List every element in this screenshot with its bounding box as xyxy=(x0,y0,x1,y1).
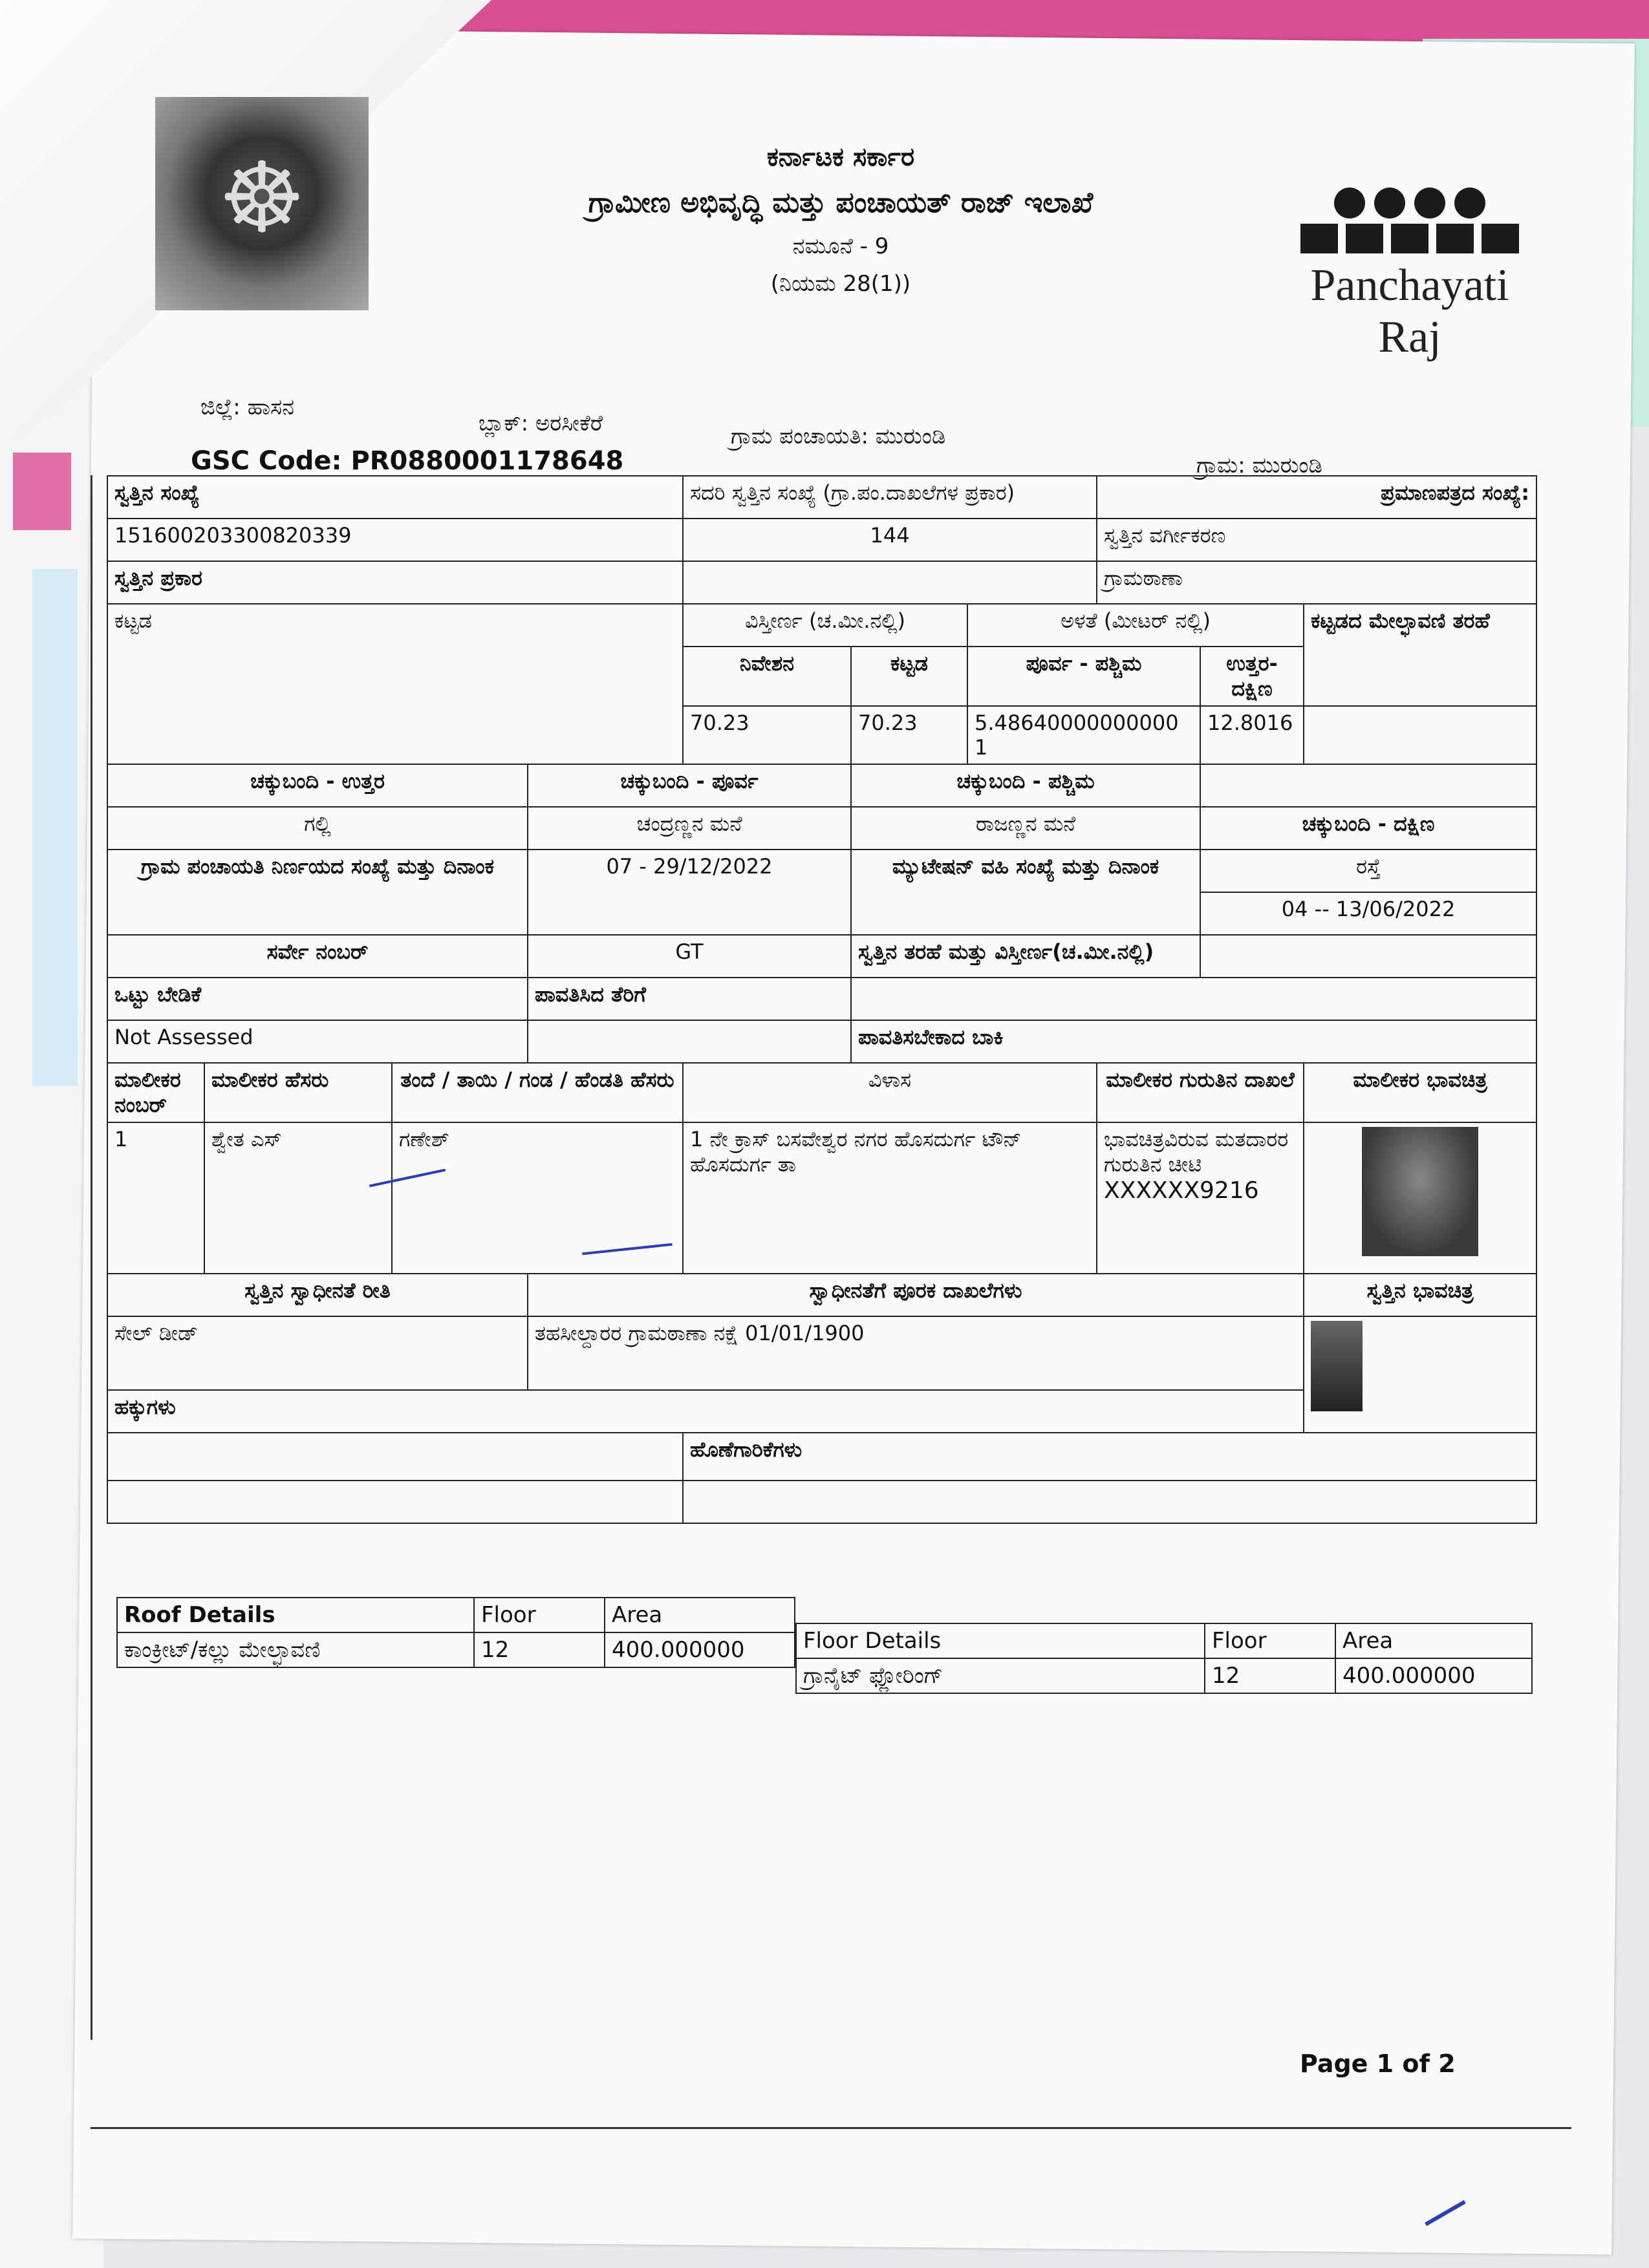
owner-address: 1 ನೇ ಕ್ರಾಸ್ ಬಸವೇಶ್ವರ ನಗರ ಹೊಸದುರ್ಗ ಟೌನ್ ಹೊಸದುರ್ಗ ತಾ xyxy=(683,1122,1097,1274)
owner-id-label: ಮಾಲೀಕರ ಗುರುತಿನ ದಾಖಲೆ xyxy=(1097,1063,1304,1122)
site-area: 70.23 xyxy=(683,706,851,764)
bound-south: ರಸ್ತೆ xyxy=(1200,850,1536,892)
bound-north: ಗಲ್ಲಿ xyxy=(107,807,528,850)
property-photo xyxy=(1311,1321,1363,1411)
property-photo-cell xyxy=(1304,1316,1536,1433)
roof-details-title: Roof Details xyxy=(117,1598,474,1632)
block: ಬ್ಲಾಕ್: ಅರಸೀಕೆರೆ xyxy=(479,411,603,436)
floor-details-table xyxy=(795,1623,1533,1694)
owner-id-document xyxy=(1097,1122,1304,1274)
paid-tax-label: ಪಾವತಿಸಿದ ತೆರಿಗೆ xyxy=(528,978,851,1020)
bound-west-label: ಚಕ್ಕುಬಂದಿ - ಪಶ್ಚಿಮ xyxy=(851,764,1200,807)
building-area-label: ಕಟ್ಟಡ xyxy=(851,647,967,706)
building-area: 70.23 xyxy=(851,706,967,764)
address-label: ವಿಳಾಸ xyxy=(683,1063,1097,1122)
site-area-label: ನಿವೇಶನ xyxy=(683,647,851,706)
relation-label: ತಂದೆ / ತಾಯಿ / ಗಂಡ / ಹೆಂಡತಿ ಹೆಸರು xyxy=(392,1063,683,1122)
survey-number: GT xyxy=(528,935,851,978)
mutation-entry: 04 -- 13/06/2022 xyxy=(1200,892,1536,935)
owner-id-type: ಭಾವಚಿತ್ರವಿರುವ ಮತದಾರರ ಗುರುತಿನ ಚೀಟಿ xyxy=(1104,1127,1289,1177)
gram-panchayat: ಗ್ರಾಮ ಪಂಚಾಯತಿ: ಮುರುಂಡಿ xyxy=(731,423,946,449)
supporting-docs: ತಹಸೀಲ್ದಾರರ ಗ್ರಾಮಠಾಣಾ ನಕ್ಷೆ 01/01/1900 xyxy=(528,1316,1304,1390)
roof-type: ಕಾಂಕ್ರೀಟ್/ಕಲ್ಲು ಮೇಲ್ಛಾವಣಿ xyxy=(117,1632,474,1667)
floor-details-title: Floor Details xyxy=(796,1623,1205,1658)
scan-blue-edge xyxy=(32,569,78,1086)
north-south: 12.8016 xyxy=(1200,706,1304,764)
bound-east: ಚಂದ್ರಣ್ಣನ ಮನೆ xyxy=(528,807,851,850)
property-no-label: ಸ್ವತ್ತಿನ ಸಂಖ್ಯೆ xyxy=(107,476,683,519)
total-demand: Not Assessed xyxy=(107,1020,528,1063)
owner-name-label: ಮಾಲೀಕರ ಹೆಸರು xyxy=(204,1063,392,1122)
floor-area-label: Area xyxy=(1335,1623,1532,1658)
floor-number: 12 xyxy=(1205,1658,1335,1693)
form-number: ನಮೂನೆ - 9 xyxy=(792,233,889,259)
owner-id-number: XXXXXX9216 xyxy=(1104,1177,1259,1204)
survey-label: ಸರ್ವೇ ನಂಬರ್ xyxy=(107,935,528,978)
panchayati-raj-logo xyxy=(1280,187,1539,363)
document-header xyxy=(388,142,1293,308)
liabilities-label: ಹೊಣೆಗಾರಿಕೆಗಳು xyxy=(683,1433,1536,1481)
floor-floor-label: Floor xyxy=(1205,1623,1335,1658)
gp-record-no: 144 xyxy=(683,519,1097,561)
owner-name: ಶ್ವೇತ ಎಸ್ xyxy=(204,1122,392,1274)
bound-south-label: ಚಕ್ಕುಬಂದಿ - ದಕ್ಷಿಣ xyxy=(1200,807,1536,850)
gp-record-no-label: ಸದರಿ ಸ್ವತ್ತಿನ ಸಂಖ್ಯೆ (ಗ್ರಾ.ಪಂ.ದಾಖಲೆಗಳ ಪ್ರಕಾರ) xyxy=(683,476,1097,519)
classification: ಗ್ರಾಮಠಾಣಾ xyxy=(1097,561,1536,604)
gp-resolution-label: ಗ್ರಾಮ ಪಂಚಾಯತಿ ನಿರ್ಣಯದ ಸಂಖ್ಯೆ ಮತ್ತು ದಿನಾಂಕ xyxy=(107,850,528,935)
scan-pink-edge xyxy=(13,453,71,530)
balance-label: ಪಾವತಿಸಬೇಕಾದ ಬಾಕಿ xyxy=(851,1020,1536,1063)
owner-no-label: ಮಾಲೀಕರ ನಂಬರ್ xyxy=(107,1063,204,1122)
roof-area-label: Area xyxy=(605,1598,795,1632)
page-number: Page 1 of 2 xyxy=(1300,2049,1456,2078)
owner-photo-label: ಮಾಲೀಕರ ಭಾವಚಿತ್ರ xyxy=(1304,1063,1536,1122)
form-bottom-border xyxy=(91,2127,1571,2129)
dimension-label: ಅಳತೆ (ಮೀಟರ್ ನಲ್ಲಿ) xyxy=(967,604,1304,647)
east-west: 5.48640000000000 1 xyxy=(967,706,1200,764)
rights-label: ಹಕ್ಕುಗಳು xyxy=(107,1390,1304,1433)
floor-area: 400.000000 xyxy=(1335,1658,1532,1693)
property-type: ಕಟ್ಟಡ xyxy=(107,604,683,764)
east-west-label: ಪೂರ್ವ - ಪಶ್ಚಿಮ xyxy=(967,647,1200,706)
gp-resolution: 07 - 29/12/2022 xyxy=(528,850,851,935)
district: ಜಿಲ್ಲೆ: ಹಾಸನ xyxy=(200,394,295,420)
property-type-label: ಸ್ವತ್ತಿನ ಪ್ರಕಾರ xyxy=(107,561,683,604)
acquisition-label: ಸ್ವತ್ತಿನ ಸ್ವಾಧೀನತೆ ರೀತಿ xyxy=(107,1274,528,1316)
panchayati-raj-bars-icon xyxy=(1280,224,1539,253)
supporting-docs-label: ಸ್ವಾಧೀನತೆಗೆ ಪೂರಕ ದಾಖಲೆಗಳು xyxy=(528,1274,1304,1316)
mutation-label: ಮ್ಯುಟೇಷನ್ ವಹಿ ಸಂಖ್ಯೆ ಮತ್ತು ದಿನಾಂಕ xyxy=(851,850,1200,935)
owner-photo-cell xyxy=(1304,1122,1536,1274)
total-demand-label: ಒಟ್ಟು ಬೇಡಿಕೆ xyxy=(107,978,528,1020)
roof-floor: 12 xyxy=(474,1632,605,1667)
bound-north-label: ಚಕ್ಕುಬಂದಿ - ಉತ್ತರ xyxy=(107,764,528,807)
relation-name: ಗಣೇಶ್ xyxy=(392,1122,683,1274)
property-photo-label: ಸ್ವತ್ತಿನ ಭಾವಚಿತ್ರ xyxy=(1304,1274,1536,1316)
classification-label: ಸ್ವತ್ತಿನ ವರ್ಗೀಕರಣ xyxy=(1097,519,1536,561)
certificate-no-label: ಪ್ರಮಾಣಪತ್ರದ ಸಂಖ್ಯೆ: xyxy=(1097,476,1536,519)
area-label: ವಿಸ್ತೀರ್ಣ (ಚ.ಮೀ.ನಲ್ಲಿ) xyxy=(683,604,967,647)
owner-photo xyxy=(1362,1127,1478,1256)
form-left-border xyxy=(91,475,92,2040)
roof-area: 400.000000 xyxy=(605,1632,795,1667)
karnataka-emblem-icon: ☸ xyxy=(155,97,369,310)
roof-type-label: ಕಟ್ಟಡದ ಮೇಲ್ಛಾವಣಿ ತರಹೆ xyxy=(1304,604,1536,706)
property-details-table xyxy=(107,475,1537,1524)
department-title: ಗ್ರಾಮೀಣ ಅಭಿವೃದ್ಧಿ ಮತ್ತು ಪಂಚಾಯತ್ ರಾಜ್ ಇಲಾಖೆ xyxy=(588,186,1094,219)
acquisition-type: ಸೇಲ್ ಡೀಡ್ xyxy=(107,1316,528,1390)
govt-title: ಕರ್ನಾಟಕ ಸರ್ಕಾರ xyxy=(766,142,915,172)
rule-number: (ನಿಯಮ 28(1)) xyxy=(770,271,911,297)
bound-east-label: ಚಕ್ಕುಬಂದಿ - ಪೂರ್ವ xyxy=(528,764,851,807)
property-area-type-label: ಸ್ವತ್ತಿನ ತರಹೆ ಮತ್ತು ವಿಸ್ತೀರ್ಣ(ಚ.ಮೀ.ನಲ್ಲಿ) xyxy=(851,935,1200,978)
village: ಗ್ರಾಮ: ಮುರುಂಡಿ xyxy=(1196,453,1322,478)
panchayati-raj-text: Panchayati Raj xyxy=(1310,261,1509,362)
property-no: 151600203300820339 xyxy=(107,519,683,561)
roof-floor-label: Floor xyxy=(474,1598,605,1632)
gsc-code: GSC Code: PR0880001178648 xyxy=(191,446,624,476)
bound-west: ರಾಜಣ್ಣನ ಮನೆ xyxy=(851,807,1200,850)
north-south-label: ಉತ್ತರ-ದಕ್ಷಿಣ xyxy=(1200,647,1304,706)
floor-type: ಗ್ರಾನೈಟ್ ಫ್ಲೋರಿಂಗ್ xyxy=(796,1658,1205,1693)
panchayati-raj-dots-icon xyxy=(1280,187,1539,219)
roof-details-table xyxy=(116,1597,795,1668)
owner-no: 1 xyxy=(107,1122,204,1274)
